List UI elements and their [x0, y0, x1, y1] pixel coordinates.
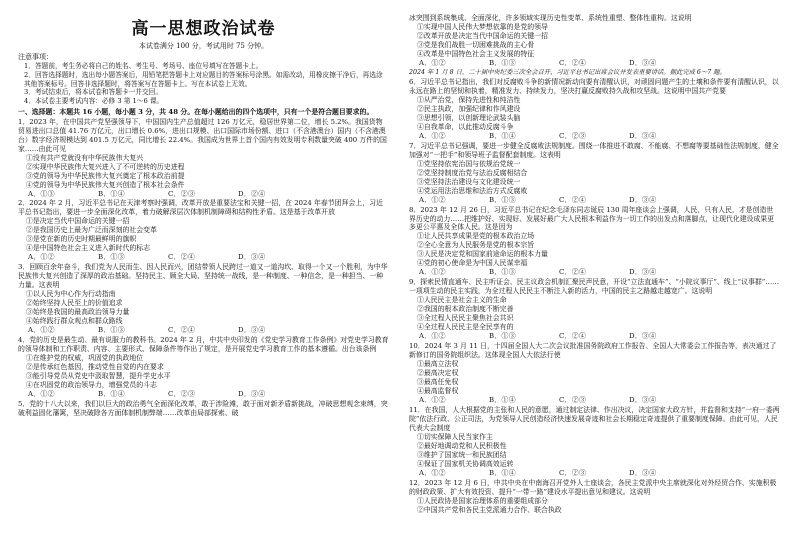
- question-option: ①是决定当代中国命运的关键一招: [26, 217, 130, 226]
- question-option: ②全心全意为人民服务是党的根本宗旨: [417, 241, 535, 250]
- question-option: ④党的领导为中华民族伟大复兴创造了根本社会条件: [26, 180, 185, 189]
- question-option: ③全过程人民民主聚焦社会共识: [417, 314, 514, 323]
- question-option: ③维护了国家统一和民族团结: [417, 450, 507, 459]
- answer-choices: [18, 190, 389, 199]
- question-option: ④保证了国家机关协调高效运转: [417, 459, 514, 468]
- notice-item: 3．考试结束后，将本试卷和答题卡一并交回。: [24, 88, 163, 97]
- answer-choice: B．①④: [489, 468, 516, 477]
- question-option: ④全过程人民民主是全民享有的: [417, 323, 514, 332]
- question-stem: 1．2023 年，在中国共产党坚强领导下，中国国内生产总值超过 126 万亿元，稳居世界第二位，增长 5.2%。我国货物贸易进出口总值 41.76 万亿元，出口增长 0.6%，进出口规模、出口国际市场份额、进口（不含港澳台）国内（不含港澳台）数字经济规模达到 401.5 万亿元，同比增长 22.4%。我国成为世界上首个国内有效发明专利数量突破 400 万件的国家……由此可见: [18, 117, 387, 153]
- question-block: [18, 263, 389, 335]
- question-option: ④始终践行群众观点和群众路线: [26, 317, 123, 326]
- question-option: ①让人民共享成果是党的根本政治立场: [417, 232, 535, 241]
- question-option: ③始终是我国的最高政治领导力量: [26, 308, 130, 317]
- answer-choice: A．①②: [419, 195, 446, 204]
- answer-choice: A．①②: [28, 253, 55, 262]
- question-stem: 冰突围到系统集成、全面深化，许多领域实现历史性变革、系统性重塑、整体性重构。这说明: [409, 14, 692, 22]
- question-option: ③人民是决定党和国家前途命运的根本力量: [417, 250, 548, 259]
- right-question-list: [409, 14, 780, 514]
- question-block: [18, 199, 389, 262]
- answer-choice: C．②④: [168, 253, 196, 262]
- question-option: ③思想引领，以创新理论武装头脑: [417, 113, 521, 122]
- answer-choice: C．②③: [168, 389, 196, 398]
- question-option: ①没有共产党就没有中华民族伟大复兴: [26, 153, 144, 162]
- question-stem: 11．在我国，人大根据党的主张和人民的意愿，通过制定法律、作出决议，决定国家大政方针，并监督和支持“一府一委两院”依法行政、公正司法，为党领导人民创造经济快速发展奇迹和社会长期稳定奇迹提供了重要制度保障。由此可见，人民代表大会制度: [409, 405, 780, 432]
- answer-choice: B．①③: [98, 326, 125, 335]
- question-option: ④改革是中国特色社会主义发展的特征: [417, 49, 535, 58]
- answer-choices: [409, 196, 780, 205]
- answer-choice: D．③④: [629, 58, 657, 67]
- question-option: ②民主执政，加强纪律和作风建设: [417, 104, 521, 113]
- question-block: [409, 479, 780, 515]
- answer-choices: [409, 469, 780, 478]
- question-option: ④自我革命，以此推动反腐斗争: [417, 122, 514, 131]
- question-block: [409, 78, 780, 141]
- question-option: ②实现中华民族伟大复兴进入了不可逆转的历史进程: [26, 162, 185, 171]
- answer-choice: C．②④: [559, 332, 587, 341]
- question-option: ③党的领导为中华民族伟大复兴奠定了根本政治前提: [26, 171, 185, 180]
- answer-choice: A．①②: [419, 131, 446, 140]
- question-block: [18, 118, 389, 199]
- notice-title: 注意事项：: [18, 53, 53, 62]
- question-block: [409, 342, 780, 405]
- question-option: ①切实保障人民当家作主: [417, 432, 493, 441]
- answer-choice: A．①②: [28, 389, 55, 398]
- question-option: ②党坚持制度治党与法治反腐相结合: [417, 168, 528, 177]
- answer-choice: A．①②: [28, 326, 55, 335]
- answer-choice: D．③④: [238, 253, 266, 262]
- question-option: ①实现中国人民伟大梦想依靠的是党的领导: [417, 22, 548, 31]
- question-option: ②始终坚持人民至上的价值追求: [26, 299, 123, 308]
- answer-choices: [18, 326, 389, 335]
- question-block: [18, 336, 389, 399]
- answer-choice: B．①④: [98, 389, 125, 398]
- question-option: ①从严治党，保持先进性和纯洁性: [417, 95, 521, 104]
- question-option: ②是传承红色基因，推动党性自觉的内在要求: [26, 362, 164, 371]
- question-stem: 6．习近平总书记指出，我们对反腐败斗争的新情况新动向要有清醒认识，对顽固问题产生的土壤和条件要有清醒认识，以永远在路上的坚韧和执着，精准发力、持续发力，坚决打赢反腐败持久战和攻坚战。这说明中国共产党要: [409, 77, 779, 95]
- question-option: ④党运用法治思维和法治方式反腐败: [417, 186, 528, 195]
- notice-item: 1．答题前，考生务必将自己的姓名、考生号、考场号、座位号填写在答题卡上。: [24, 62, 263, 71]
- question-block: [409, 14, 780, 68]
- answer-choice: B．①④: [489, 395, 516, 404]
- answer-choices: [409, 132, 780, 141]
- question-option: ①人民政协是国家治理体系的重要组成部分: [417, 496, 548, 505]
- question-stem: 10．2024 年 3 月 11 日，十四届全国人大二次会议批准国务院政府工作报告、全国人大常委会工作报告等，表决通过了新修订的国务院组织法。这体现全国人大依法行使: [409, 342, 777, 360]
- question-stem: 3．回顾百余年奋斗，我们党为人民而生、因人民而兴，团结带领人民跨过一道又一道沟坎、取得一个又一个胜利，为中华民族伟大复兴创造了深厚的政治基础。坚持民主、顾全大局、坚持统一战线，是一种制度、一种信念，是一种担当、一种力量。这表明: [18, 263, 388, 290]
- answer-choice: D．③④: [238, 326, 266, 335]
- question-option: ②是我国历史上最为广泛而深刻的社会变革: [26, 226, 157, 235]
- question-block: [409, 206, 780, 278]
- question-option: ④是中国特色社会主义进入新时代的标志: [26, 244, 151, 253]
- left-question-list: [18, 118, 389, 418]
- section-title: 一、选择题：本题共 16 小题，每小题 3 分，共 48 分。在每小题给出的四个选项中，只有一个是符合题目要求的。: [18, 107, 374, 116]
- question-stem: 8．2023 年 12 月 26 日，习近平总书记在纪念毛泽东同志诞辰 130 周年座谈会上强调，人民，只有人民，才是创造世界历史的动力……把维护好、实现好、发展好最广大人民根本利益作为一切工作的出发点和落脚点，让现代化建设成果更多更公平惠及全体人民。这是因为: [409, 205, 775, 232]
- answer-choice: D．③④: [238, 389, 266, 398]
- answer-choice: C．②④: [559, 195, 587, 204]
- answer-choice: D．③④: [629, 395, 657, 404]
- answer-choice: D．③④: [629, 268, 657, 277]
- answer-choices: [409, 332, 780, 341]
- answer-choice: B．①③: [489, 58, 516, 67]
- question-stem: 2．2024 年 2 月，习近平总书记在天津考察时强调，改革开放是重要法宝和关键一招，在 2024 年春节团拜会上，习近平总书记指出，要进一步全面深化改革，着力破解深层次体制机制障碍和结构性矛盾。这是基于改革开放: [18, 199, 383, 217]
- notice-list: [18, 62, 389, 106]
- answer-choice: B．①③: [489, 268, 516, 277]
- answer-choice: B．①③: [98, 253, 125, 262]
- answer-choice: C．②④: [559, 268, 587, 277]
- question-option: ④党的初心使命是为中国人民谋幸福: [417, 259, 528, 268]
- question-stem: 7．习近平总书记强调，要进一步健全反腐败法规制度。围绕一体推进不敢腐、不能腐、不想腐等要基础性法规制度，健全加强对“一把手”和领导班子监督配套制度。这表明: [409, 141, 779, 159]
- answer-choices: [18, 390, 389, 399]
- question-option: ④最高监督权: [417, 386, 459, 395]
- answer-choice: C．②③: [168, 189, 196, 198]
- answer-choice: A．①②: [419, 395, 446, 404]
- question-option: ②改革开放是决定当代中国命运的关键一招: [417, 31, 548, 40]
- answer-choice: B．①④: [489, 131, 516, 140]
- answer-choice: A．①②: [419, 468, 446, 477]
- question-option: ①最高立法权: [417, 360, 459, 369]
- answer-choices: [409, 59, 780, 68]
- question-option: ③党是我们战胜一切困难挑战的主心骨: [417, 40, 535, 49]
- answer-choice: D．③④: [629, 332, 657, 341]
- answer-choice: D．③④: [629, 195, 657, 204]
- question-option: ①党坚持依宪治国与依规治党统一: [417, 159, 521, 168]
- notice-item: 2．回答选择题时，选出每小题答案后，用铅笔把答题卡上对应题目的答案标号涂黑。如需改动，用橡皮擦干净后，再选涂其他答案标号。回答非选择题时，将答案写在答题卡上。写在本试卷上无效。: [24, 70, 383, 88]
- answer-choice: A．①②: [419, 58, 446, 67]
- exam-title: 高一思想政治试卷: [131, 19, 276, 39]
- question-option: ①人民民主是社会主义的生命: [417, 296, 507, 305]
- question-block: [18, 400, 389, 418]
- answer-choices: [409, 268, 780, 277]
- question-option: ③能引导党员从党史中汲取智慧，提升学史水平: [26, 371, 171, 380]
- answer-choice: D．②④: [238, 189, 266, 198]
- answer-choice: A．①③: [28, 189, 55, 198]
- question-option: ③党坚持法治建设与文化建设统一: [417, 177, 521, 186]
- question-stem: 12．2023 年 12 月 6 日，中共中央在中南海召开党外人士座谈会，各民主党派中央主席就深化对外经贸合作、实施积极的财政政策、扩大有效投资、提升“一带一路”建设水平提出意见和建议。这说明: [409, 478, 777, 496]
- question-block: [409, 406, 780, 478]
- question-option: ①以人民为中心作为行动指南: [26, 290, 116, 299]
- answer-choice: C．②④: [559, 58, 587, 67]
- answer-choice: C．②③: [559, 468, 587, 477]
- answer-choice: B．①③: [489, 332, 516, 341]
- answer-choice: C．②④: [168, 326, 196, 335]
- answer-choices: [409, 396, 780, 405]
- question-option: ③是党在新的历史时期最鲜明的旗帜: [26, 235, 137, 244]
- question-block: [409, 142, 780, 205]
- question-stem: 9．探索民情直通车、民主听证会、民主议政会机制汇聚民声民意，开设“立法直通车”、“小院议事厅”、线上“议事群”……一项项生动的民主实践，为全过程人民民主不断注入新的活力，中国的民主之路越走越宽广。这说明: [409, 278, 780, 296]
- left-column: [18, 14, 389, 560]
- answer-choice: D．③④: [629, 468, 657, 477]
- answer-choice: A．①②: [419, 332, 446, 341]
- answer-choice: A．①②: [419, 268, 446, 277]
- answer-choice: D．③④: [629, 131, 657, 140]
- question-option: ②最高决定权: [417, 368, 459, 377]
- question-option: ②我国的根本政治制度不断完善: [417, 305, 514, 314]
- answer-choice: C．②③: [559, 131, 587, 140]
- right-column: [409, 14, 780, 560]
- notice-item: 4．本试卷主要考试内容：必修 3 第 1～6 课。: [24, 97, 164, 106]
- question-stem: 4．党的历史是最生动、最有说服力的教科书。2024 年 2 月，中共中央印发的《党史学习教育工作条例》对党史学习教育的领导体制和工作职责、内容、主要形式、保障条件等作出了规定，是开展党史学习教育工作的基本遵循。出台该条例: [18, 336, 389, 353]
- question-option: ③最高任免权: [417, 377, 459, 386]
- question-option: ②中国共产党和各民主党派通力合作、联合执政: [417, 505, 562, 514]
- answer-choice: C．②③: [559, 395, 587, 404]
- question-stem: 5．党的十八大以来，我们以巨大的政治勇气全面深化改革，敢于涉险滩，敢于面对新矛盾新挑战，冲破思想观念束缚，突破利益固化藩篱，坚决破除各方面体制机制弊端……改革由局部探索、破: [18, 399, 388, 417]
- question-option: ①在维护党的权威，巩固党的执政地位: [26, 353, 144, 362]
- question-block: [409, 278, 780, 341]
- question-stem: 2024 年 1 月 8 日，二十届中央纪委三次全会召开，习近平总书记出席会议并发表重要讲话。据此完成 6～7 题。: [409, 68, 726, 76]
- answer-choice: B．①③: [489, 195, 516, 204]
- answer-choice: B．①④: [98, 189, 125, 198]
- question-option: ④在巩固党的政治领导力，增强党员的斗志: [26, 380, 157, 389]
- question-option: ②最好地调动党和人民积极性: [417, 441, 507, 450]
- answer-choices: [18, 253, 389, 262]
- question-block: [409, 69, 780, 77]
- exam-subtitle: 本试卷满分 100 分，考试用时 75 分钟。: [138, 42, 269, 51]
